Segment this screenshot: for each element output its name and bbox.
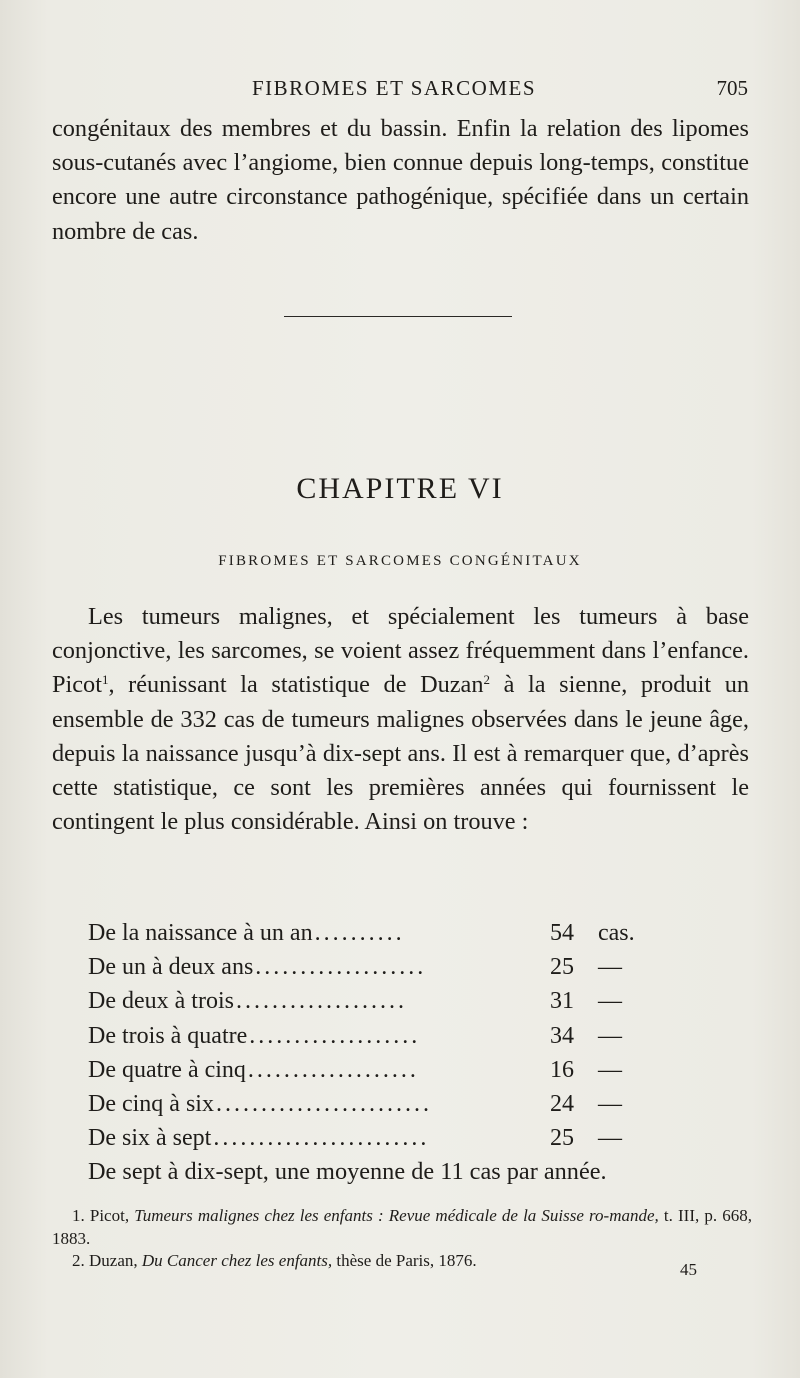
- stat-count: 24: [550, 1090, 574, 1117]
- stat-count: 16: [550, 1056, 574, 1083]
- dot-leader: ........................: [213, 1125, 430, 1152]
- stat-row: [88, 1019, 668, 1053]
- stat-age-range: De cinq à six: [88, 1090, 214, 1117]
- stat-unit: —: [598, 1056, 622, 1083]
- paragraph-text-part: Les tumeurs malignes, et spécialement les tumeurs à base conjonctive, les sarcomes, se voient assez fréquemment dans l’enfance. Picot: [52, 603, 749, 699]
- stat-row: [88, 950, 668, 984]
- stat-count: 31: [550, 988, 574, 1015]
- stat-row: [88, 1053, 668, 1087]
- footnote-number: 2.: [72, 1251, 85, 1270]
- dot-leader: ...................: [235, 988, 407, 1015]
- stat-unit: cas.: [598, 920, 635, 946]
- dot-leader: ..........: [314, 920, 405, 946]
- chapter-intro-paragraph: [52, 600, 749, 839]
- stat-count: 34: [550, 1022, 574, 1049]
- signature-mark: 45: [680, 1260, 697, 1279]
- stat-unit: —: [598, 1125, 622, 1152]
- stat-count: 25: [550, 1125, 574, 1152]
- running-head: [252, 76, 748, 104]
- stat-age-range: De trois à quatre: [88, 1022, 248, 1049]
- footnote-1: [52, 1205, 752, 1250]
- footnote-author: Picot,: [84, 1206, 135, 1225]
- stat-row: [88, 916, 668, 950]
- footnote-author: Duzan,: [84, 1251, 142, 1270]
- footnote-title: Du Cancer chez les enfants,: [141, 1251, 333, 1270]
- stat-count: 25: [550, 954, 574, 981]
- chapter-subtitle: FIBROMES ET SARCOMES CONGÉNITAUX: [218, 553, 582, 569]
- stat-age-range: De deux à trois: [88, 988, 234, 1015]
- dot-leader: ...................: [249, 1022, 421, 1049]
- stat-row: [88, 1087, 668, 1121]
- stat-age-range: De quatre à cinq: [88, 1056, 246, 1083]
- paragraph-text-part: , réunissant la statistique de Duzan: [108, 671, 484, 699]
- stat-unit: —: [598, 1090, 622, 1117]
- age-statistics-table: [88, 916, 668, 1155]
- section-divider-rule: [284, 316, 512, 317]
- summary-line: De sept à dix-sept, une moyenne de 11 cas par année.: [88, 1158, 607, 1185]
- footnote-details: t. III, p. 668, 1883.: [52, 1206, 752, 1248]
- paragraph-text-part: à la sienne, produit un ensemble de 332 cas de tumeurs malignes observées dans le jeune âge, depuis la naissance jusqu’à dix-sept ans. Il est à remarquer que, d’après cette statistique, ce sont les premières années qui fournissent le contingent le plus considérable. Ainsi on trouve :: [52, 671, 749, 836]
- stat-count: 54: [550, 920, 574, 946]
- footnote-details: thèse de Paris, 1876.: [332, 1251, 477, 1270]
- stat-age-range: De un à deux ans: [88, 954, 254, 981]
- stat-unit: —: [598, 988, 622, 1015]
- dot-leader: ...................: [247, 1056, 419, 1083]
- footnote-number: 1.: [72, 1206, 85, 1225]
- footnote-title: Tumeurs malignes chez les enfants : Revue médicale de la Suisse ro-mande,: [134, 1206, 659, 1225]
- footnote-2: [52, 1250, 752, 1273]
- stat-age-range: De six à sept: [88, 1125, 212, 1152]
- stat-age-range: De la naissance à un an: [88, 920, 313, 946]
- dot-leader: ........................: [215, 1090, 432, 1117]
- page-number: 705: [716, 76, 748, 100]
- dot-leader: ...................: [255, 954, 427, 981]
- paragraph-continuation: congénitaux des membres et du bassin. Enfin la relation des lipomes sous-cutanés avec l’angiome, bien connue depuis long-temps, constitue encore une autre circonstance pathogénique, spécifiée dans un certain nombre de cas.: [52, 115, 749, 245]
- stat-unit: —: [598, 1022, 622, 1049]
- stat-unit: —: [598, 954, 622, 981]
- footnote-ref-2: 2: [483, 672, 490, 688]
- footnotes: [52, 1205, 752, 1273]
- running-head-title: FIBROMES ET SARCOMES: [252, 76, 537, 100]
- stat-row: [88, 984, 668, 1018]
- chapter-title: CHAPITRE VI: [296, 472, 504, 505]
- footnote-ref-1: 1: [101, 672, 109, 688]
- stat-row: [88, 1121, 668, 1155]
